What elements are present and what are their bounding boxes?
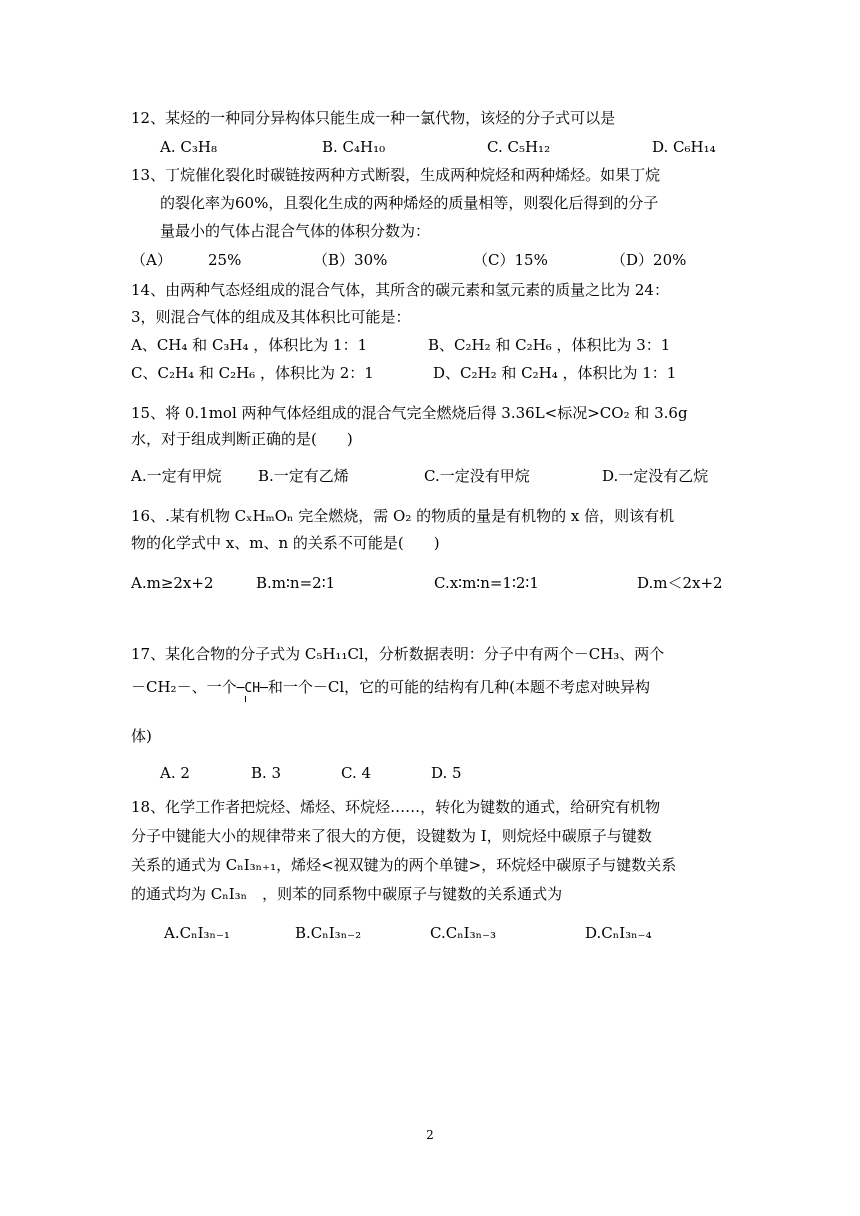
page-number: 2 <box>426 1128 434 1142</box>
q18-line4: 的通式均为 CₙI₃ₙ ，则苯的同系物中碳原子与键数的关系通式为 <box>131 885 563 903</box>
q13-line1: 13、丁烷催化裂化时碳链按两种方式断裂，生成两种烷烃和两种烯烃。如果丁烷 <box>131 166 661 184</box>
q18-line1: 18、化学工作者把烷烃、烯烃、环烷烃……，转化为键数的通式，给研究有机物 <box>131 798 661 816</box>
q16-option-d: D.m＜2x+2 <box>637 574 723 592</box>
q12-option-a: A. C₃H₈ <box>160 138 217 156</box>
q14-option-c: C、C₂H₄ 和 C₂H₆ ，体积比为 2：1 <box>131 364 374 382</box>
q13-option-a: （A） <box>131 251 172 269</box>
q18-line3: 关系的通式为 CₙI₃ₙ₊₁，烯烃<视双键为的两个单键>，环烷烃中碳原子与键数关系 <box>131 856 677 874</box>
q13-option-d: （D）20% <box>611 251 687 269</box>
q18-option-d: D.CₙI₃ₙ₋₄ <box>585 924 652 942</box>
q17-line2-end: 和一个－Cl，它的可能的结构有几种(本题不考虑对映异构 <box>267 678 651 696</box>
q14-option-b: B、C₂H₂ 和 C₂H₆ ，体积比为 3：1 <box>428 336 671 354</box>
q15-line2: 水，对于组成判断正确的是( ) <box>131 430 353 448</box>
q15-option-d: D.一定没有乙烷 <box>602 467 709 485</box>
q13-option-c: （C）15% <box>473 251 548 269</box>
q18-option-b: B.CₙI₃ₙ₋₂ <box>295 924 362 942</box>
q14-option-d: D、C₂H₂ 和 C₂H₄ ，体积比为 1：1 <box>433 364 677 382</box>
q14-line2: 3，则混合气体的组成及其体积比可能是： <box>131 308 411 326</box>
q17-option-d: D. 5 <box>431 764 462 782</box>
q17-option-c: C. 4 <box>341 764 372 782</box>
q14-line1: 14、由两种气态烃组成的混合气体，其所含的碳元素和氢元素的质量之比为 24： <box>131 281 669 299</box>
q14-option-a: A、CH₄ 和 C₃H₄ ，体积比为 1：1 <box>131 336 368 354</box>
q18-line2: 分子中键能大小的规律带来了很大的方便，设键数为 I，则烷烃中碳原子与键数 <box>131 827 652 845</box>
q13-line2: 的裂化率为60%，且裂化生成的两种烯烃的质量相等，则裂化后得到的分子 <box>160 194 659 212</box>
q12-option-d: D. C₆H₁₄ <box>652 138 716 156</box>
q17-line2 <box>131 677 650 699</box>
q17-line1: 17、某化合物的分子式为 C₅H₁₁Cl，分析数据表明：分子中有两个－CH₃、两个 <box>131 645 665 663</box>
q16-option-b: B.m∶n=2∶1 <box>256 574 336 592</box>
q12-option-b: B. C₄H₁₀ <box>322 138 386 156</box>
q16-line1: 16、.某有机物 CₓHₘOₙ 完全燃烧，需 O₂ 的物质的量是有机物的 x 倍，则该有机 <box>131 507 675 525</box>
q12-option-c: C. C₅H₁₂ <box>487 138 551 156</box>
q13-line3: 量最小的气体占混合气体的体积分数为： <box>160 222 431 240</box>
q17-line2-start: －CH₂－、一个 <box>131 678 237 696</box>
ch-group-text: ─CH─ <box>236 681 268 696</box>
q17-option-a: A. 2 <box>160 764 190 782</box>
q16-line2: 物的化学式中 x、m、n 的关系不可能是( ) <box>131 534 440 552</box>
q18-option-a: A.CₙI₃ₙ₋₁ <box>164 924 230 942</box>
q17-option-b: B. 3 <box>251 764 282 782</box>
q15-option-b: B.一定有乙烯 <box>258 467 349 485</box>
ch-bond-line <box>245 696 246 702</box>
q12-stem: 12、某烃的一种同分异构体只能生成一种一氯代物，该烃的分子式可以是 <box>131 109 616 127</box>
q15-option-a: A.一定有甲烷 <box>131 467 222 485</box>
q15-option-c: C.一定没有甲烷 <box>424 467 530 485</box>
q18-option-c: C.CₙI₃ₙ₋₃ <box>430 924 497 942</box>
q13-option-b: （B）30% <box>313 251 388 269</box>
q17-line3: 体) <box>131 727 152 745</box>
q13-option-a-value: 25% <box>208 251 242 269</box>
q16-option-c: C.x∶m∶n=1∶2∶1 <box>434 574 539 592</box>
q15-line1: 15、将 0.1mol 两种气体烃组成的混合气完全燃烧后得 3.36L<标况>CO₂ 和 3.6g <box>131 404 688 422</box>
q16-option-a: A.m≥2x+2 <box>131 574 214 592</box>
ch-group-structure <box>237 679 268 699</box>
